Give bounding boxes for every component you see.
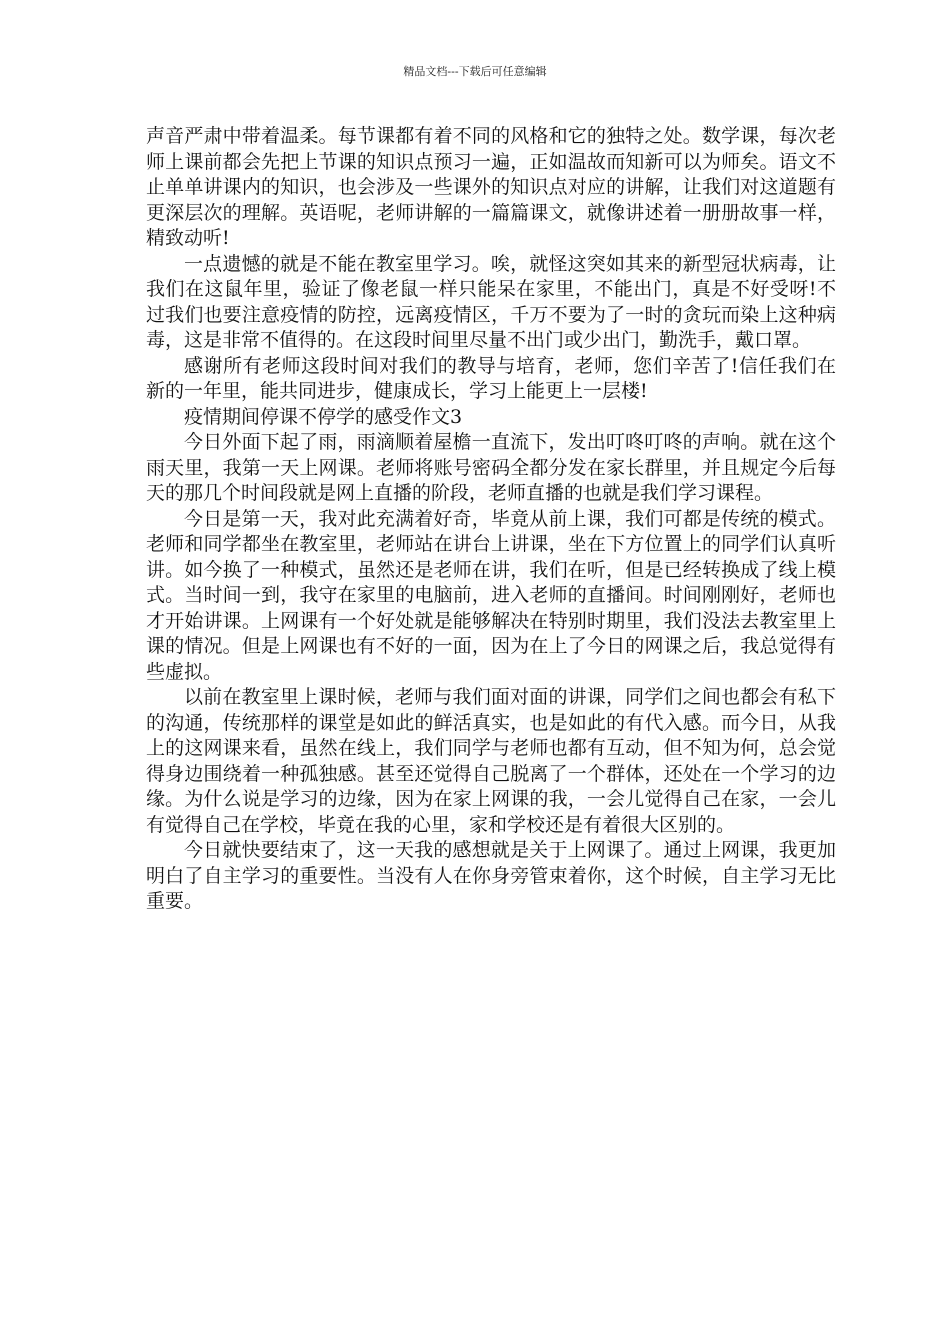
paragraph: 声音严肃中带着温柔。每节课都有着不同的风格和它的独特之处。数学课，每次老师上课前都会先把上节课的知识点预习一遍，正如温故而知新可以为师矣。语文不止单单讲课内的知识，也会涉及一些课外的知识点对应的讲解，让我们对这道题有更深层次的理解。英语呢，老师讲解的一篇篇课文，就像讲述着一册册故事一样，精致动听! (146, 125, 836, 249)
page-header: 精品文档---下载后可任意编辑 (403, 65, 547, 78)
paragraph: 感谢所有老师这段时间对我们的教导与培育，老师，您们辛苦了!信任我们在新的一年里，能共同进步，健康成长，学习上能更上一层楼! (146, 354, 836, 402)
paragraph: 今日外面下起了雨，雨滴顺着屋檐一直流下，发出叮咚叮咚的声响。就在这个雨天里，我第一天上网课。老师将账号密码全都分发在家长群里，并且规定今后每天的那几个时间段就是网上直播的阶段，老师直播的也就是我们学习课程。 (146, 431, 836, 504)
section-title: 疫情期间停课不停学的感受作文3 (184, 405, 463, 428)
paragraph: 今日就快要结束了，这一天我的感想就是关于上网课了。通过上网课，我更加明白了自主学习的重要性。当没有人在你身旁管束着你，这个时候，自主学习无比重要。 (146, 839, 836, 912)
paragraph: 今日是第一天，我对此充满着好奇，毕竟从前上课，我们可都是传统的模式。老师和同学都坐在教室里，老师站在讲台上讲课，坐在下方位置上的同学们认真听讲。如今换了一种模式，虽然还是老师在讲，我们在听，但是已经转换成了线上模式。当时间一到，我守在家里的电脑前，进入老师的直播间。时间刚刚好，老师也才开始讲课。上网课有一个好处就是能够解决在特别时期里，我们没法去教室里上课的情况。但是上网课也有不好的一面，因为在上了今日的网课之后，我总觉得有些虚拟。 (146, 507, 836, 683)
document-body (146, 124, 836, 915)
paragraph: 一点遗憾的就是不能在教室里学习。唉，就怪这突如其来的新型冠状病毒，让我们在这鼠年里，验证了像老鼠一样只能呆在家里，不能出门，真是不好受呀!不过我们也要注意疫情的防控，远离疫情区，千万不要为了一时的贪玩而染上这种病毒，这是非常不值得的。在这段时间里尽量不出门或少出门，勤洗手，戴口罩。 (146, 252, 836, 351)
paragraph: 以前在教室里上课时候，老师与我们面对面的讲课，同学们之间也都会有私下的沟通，传统那样的课堂是如此的鲜活真实，也是如此的有代入感。而今日，从我上的这网课来看，虽然在线上，我们同学与老师也都有互动，但不知为何，总会觉得身边围绕着一种孤独感。甚至还觉得自己脱离了一个群体，还处在一个学习的边缘。为什么说是学习的边缘，因为在家上网课的我，一会儿觉得自己在家，一会儿有觉得自己在学校，毕竟在我的心里，家和学校还是有着很大区别的。 (146, 686, 836, 836)
